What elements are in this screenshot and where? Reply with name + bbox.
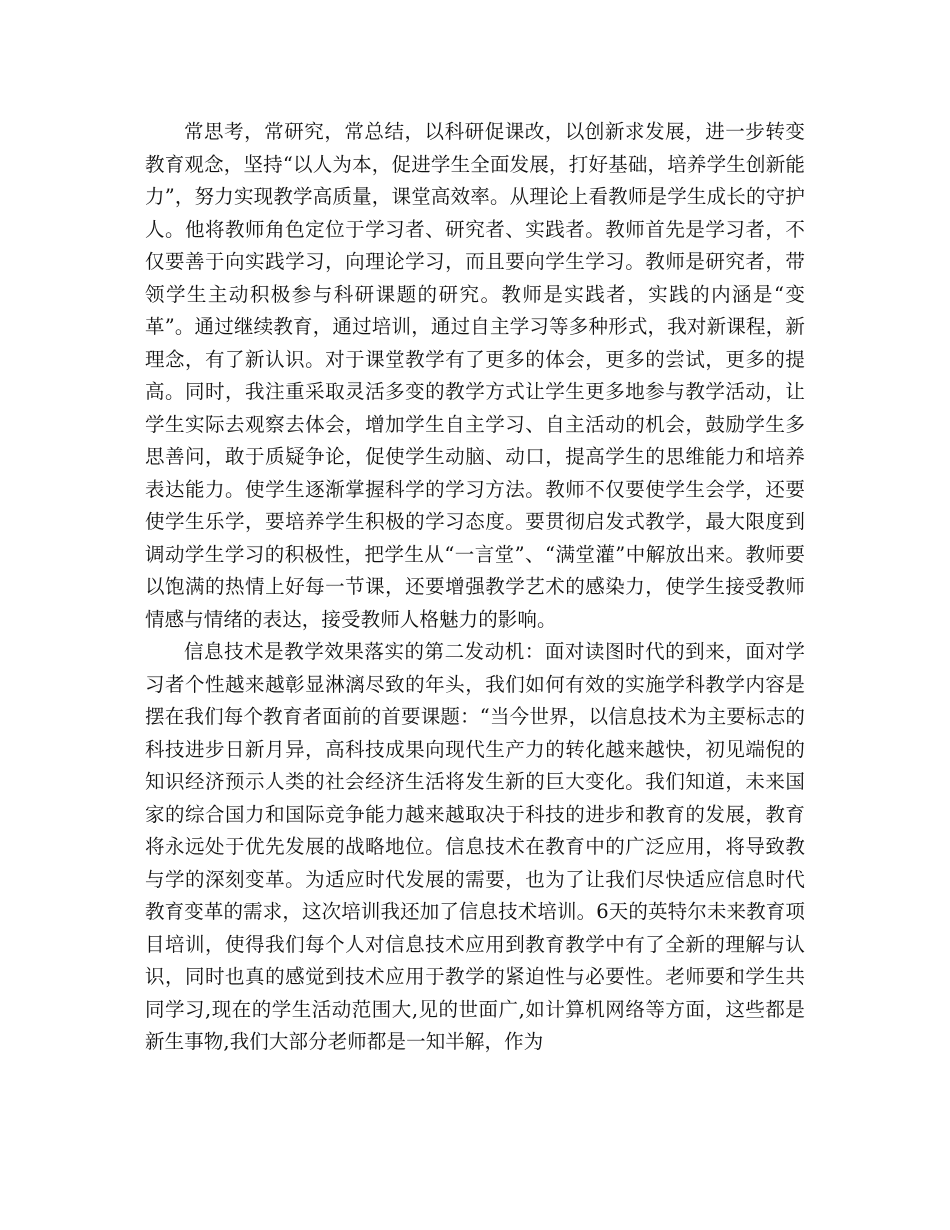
document-body xyxy=(145,116,805,1059)
paragraph-2: 信息技术是教学效果落实的第二发动机：面对读图时代的到来，面对学习者个性越来越彰显淋漓尽致的年头，我们如何有效的实施学科教学内容是摆在我们每个教育者面前的首要课题：“当今世界，以信息技术为主要标志的科技进步日新月异，高科技成果向现代生产力的转化越来越快，初见端倪的知识经济预示人类的社会经济生活将发生新的巨大变化。我们知道，未来国家的综合国力和国际竞争能力越来越取决于科技的进步和教育的发展，教育将永远处于优先发展的战略地位。信息技术在教育中的广泛应用，将导致教与学的深刻变革。为适应时代发展的需要，也为了让我们尽快适应信息时代教育变革的需求，这次培训我还加了信息技术培训。6天的英特尔未来教育项目培训，使得我们每个人对信息技术应用到教育教学中有了全新的理解与认识，同时也真的感觉到技术应用于教学的紧迫性与必要性。老师要和学生共同学习,现在的学生活动范围大,见的世面广,如计算机网络等方面，这些都是新生事物,我们大部分老师都是一知半解，作为 xyxy=(145,640,805,1053)
paragraph-1: 常思考，常研究，常总结，以科研促课改，以创新求发展，进一步转变教育观念，坚持“以人为本，促进学生全面发展，打好基础，培养学生创新能力”，努力实现教学高质量，课堂高效率。从理论上看教师是学生成长的守护人。他将教师角色定位于学习者、研究者、实践者。教师首先是学习者，不仅要善于向实践学习，向理论学习，而且要向学生学习。教师是研究者，带领学生主动积极参与科研课题的研究。教师是实践者，实践的内涵是“变革”。通过继续教育，通过培训，通过自主学习等多种形式，我对新课程，新理念，有了新认识。对于课堂教学有了更多的体会，更多的尝试，更多的提高。同时，我注重采取灵活多变的教学方式让学生更多地参与教学活动，让学生实际去观察去体会，增加学生自主学习、自主活动的机会，鼓励学生多思善问，敢于质疑争论，促使学生动脑、动口，提高学生的思维能力和培养表达能力。使学生逐渐掌握科学的学习方法。教师不仅要使学生会学，还要使学生乐学，要培养学生积极的学习态度。要贯彻启发式教学，最大限度到调动学生学习的积极性，把学生从“一言堂”、“满堂灌”中解放出来。教师要以饱满的热情上好每一节课，还要增强教学艺术的感染力，使学生接受教师情感与情绪的表达，接受教师人格魅力的影响。 xyxy=(145,120,805,631)
